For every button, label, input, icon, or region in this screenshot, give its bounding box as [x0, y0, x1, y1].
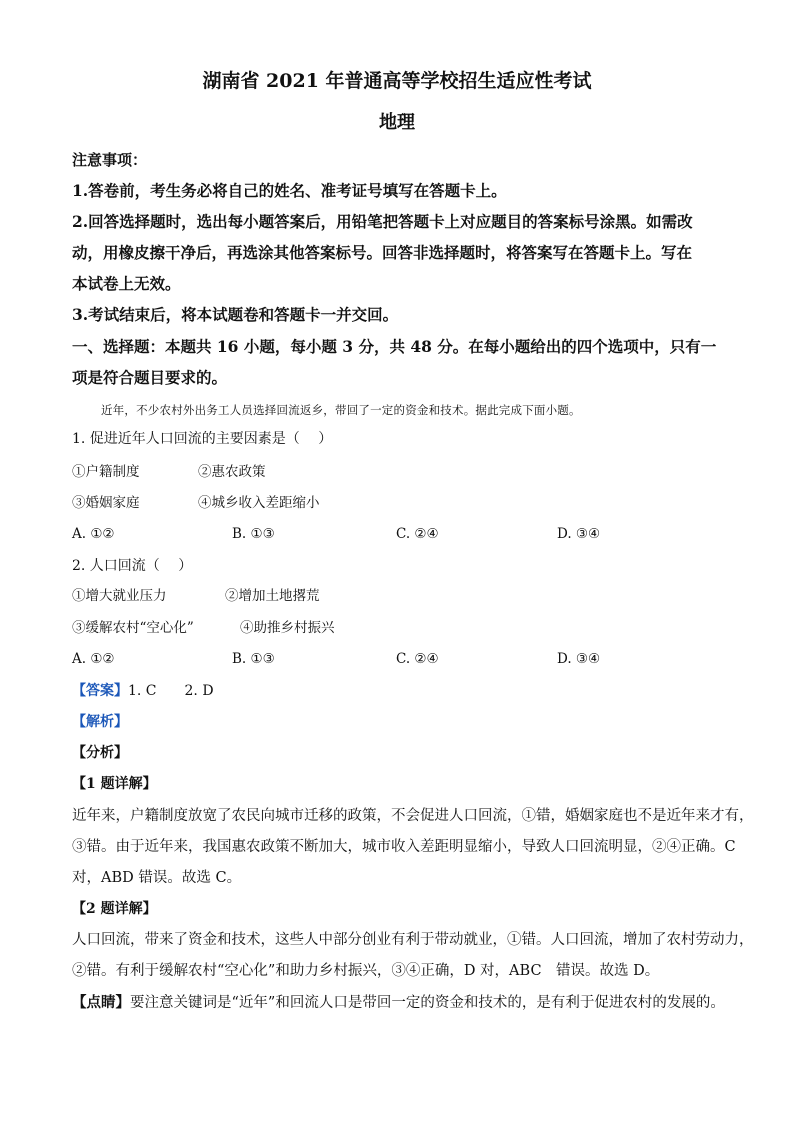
notice-item-2-line-2: 动，用橡皮擦干净后，再选涂其他答案标号。回答非选择题时，将答案写在答题卡上。写在: [72, 243, 693, 262]
q1-statement-4: ④城乡收入差距缩小: [198, 495, 320, 511]
detail-1-line-3: 对，ABD 错误。故选 C。: [72, 870, 242, 886]
notice-heading: 注意事项：: [72, 151, 148, 169]
detail-2-line-2: ②错。有利于缓解农村“空心化”和助力乡村振兴，③④正确，D 对，ABC 错误。故选 D。: [72, 963, 660, 979]
dianjing-row: [72, 993, 725, 1013]
notice-item-2-line-3: 本试卷上无效。: [72, 274, 181, 293]
analysis-label: 【解析】: [72, 714, 128, 730]
dianjing-label: 【点睛】: [72, 994, 130, 1011]
q1-statement-3: ③婚姻家庭: [72, 495, 140, 511]
q2-option-c: C. ②④: [396, 651, 439, 667]
q1-stem: 1. 促进近年人口回流的主要因素是（ ）: [72, 431, 333, 447]
answer-value: 1. C 2. D: [128, 683, 214, 699]
q1-option-d: D. ③④: [557, 526, 601, 542]
q1-statement-2: ②惠农政策: [198, 464, 266, 480]
material-text: 近年，不少农村外出务工人员选择回流返乡，带回了一定的资金和技术。据此完成下面小题。: [101, 403, 581, 417]
notice-item-3: 3.考试结束后，将本试题卷和答题卡一并交回。: [72, 305, 399, 324]
q2-option-a: A. ①②: [72, 651, 115, 667]
q2-stem: 2. 人口回流（ ）: [72, 558, 193, 574]
q1-option-a: A. ①②: [72, 526, 115, 542]
answer-row: [72, 681, 214, 701]
q1-option-b: B. ①③: [232, 526, 275, 542]
q1-option-c: C. ②④: [396, 526, 439, 542]
q2-statement-3: ③缓解农村“空心化”: [72, 620, 194, 636]
section-heading-line-1: 一、选择题：本题共 16 小题，每小题 3 分，共 48 分。在每小题给出的四个选项中，只有一: [72, 337, 717, 356]
detail-1-line-2: ③错。由于近年来，我国惠农政策不断加大，城市收入差距明显缩小，导致人口回流明显，②④正确。C: [72, 839, 736, 855]
section-heading-line-2: 项是符合题目要求的。: [72, 368, 228, 387]
q2-statement-1: ①增大就业压力: [72, 588, 167, 604]
dianjing-text: 要注意关键词是“近年”和回流人口是带回一定的资金和技术的，是有利于促进农村的发展的。: [130, 995, 725, 1011]
q2-option-d: D. ③④: [557, 651, 601, 667]
detail-2-line-1: 人口回流，带来了资金和技术，这些人中部分创业有利于带动就业，①错。人口回流，增加了农村劳动力，: [72, 932, 754, 948]
notice-item-2-line-1: 2.回答选择题时，选出每小题答案后，用铅笔把答题卡上对应题目的答案标号涂黑。如需改: [72, 212, 693, 231]
detail-2-label: 【2 题详解】: [72, 901, 157, 917]
q1-statement-1: ①户籍制度: [72, 464, 140, 480]
q2-statement-4: ④助推乡村振兴: [240, 620, 335, 636]
q2-option-b: B. ①③: [232, 651, 275, 667]
detail-1-label: 【1 题详解】: [72, 776, 157, 792]
notice-item-1: 1.答卷前，考生务必将自己的姓名、准考证号填写在答题卡上。: [72, 181, 507, 200]
answer-label: 【答案】: [72, 683, 128, 699]
detail-1-line-1: 近年来，户籍制度放宽了农民向城市迁移的政策，不会促进人口回流，①错，婚姻家庭也不是近年来才有，: [72, 808, 754, 824]
exam-title: 湖南省 2021 年普通高等学校招生适应性考试: [202, 70, 592, 92]
subject-title: 地理: [379, 112, 415, 133]
fenxi-label: 【分析】: [72, 745, 128, 761]
q2-statement-2: ②增加土地撂荒: [225, 588, 320, 604]
